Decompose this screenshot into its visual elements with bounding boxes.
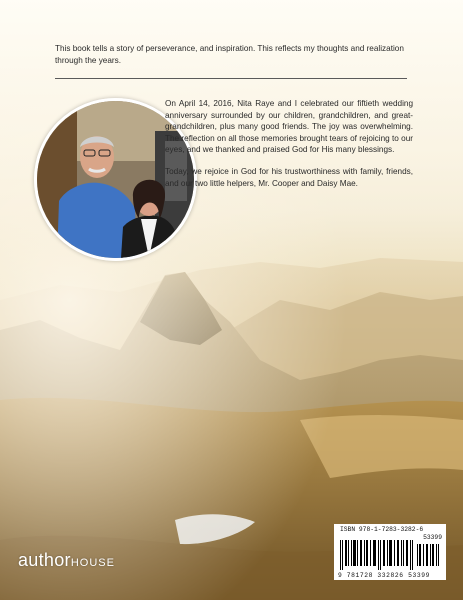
story-text (165, 98, 413, 199)
divider-line (55, 78, 407, 79)
price-code: 53399 (423, 534, 442, 541)
barcode-digits-addon: 53399 (408, 572, 430, 579)
publisher-logo (18, 550, 115, 571)
story-paragraph-2: Today, we rejoice in God for his trustworthiness with family, friends, and our two little helpers, Mr. Cooper and Daisy Mae. (165, 166, 413, 188)
barcode-box (334, 524, 446, 580)
barcode-digits (338, 572, 430, 579)
isbn-text: ISBN 978-1-7283-3282-6 (340, 526, 424, 533)
publisher-logo-part1: author (18, 550, 71, 570)
story-paragraph-1: On April 14, 2016, Nita Raye and I celebrated our fiftieth wedding anniversary surrounded by our children, grandchildren, and great-grandchildren, plus many good friends. The joy was overwhelming. The reflection on all those memories brought tears of rejoicing to our eyes, and we thanked and praised God for His many blessings. (165, 99, 413, 155)
barcode-digits-main: 9 781728 332826 (338, 572, 404, 579)
publisher-logo-part2: HOUSE (70, 557, 115, 569)
intro-text: This book tells a story of perseverance, and inspiration. This reflects my thoughts and realization through the years. (55, 44, 404, 65)
barcode-icon (340, 540, 440, 570)
